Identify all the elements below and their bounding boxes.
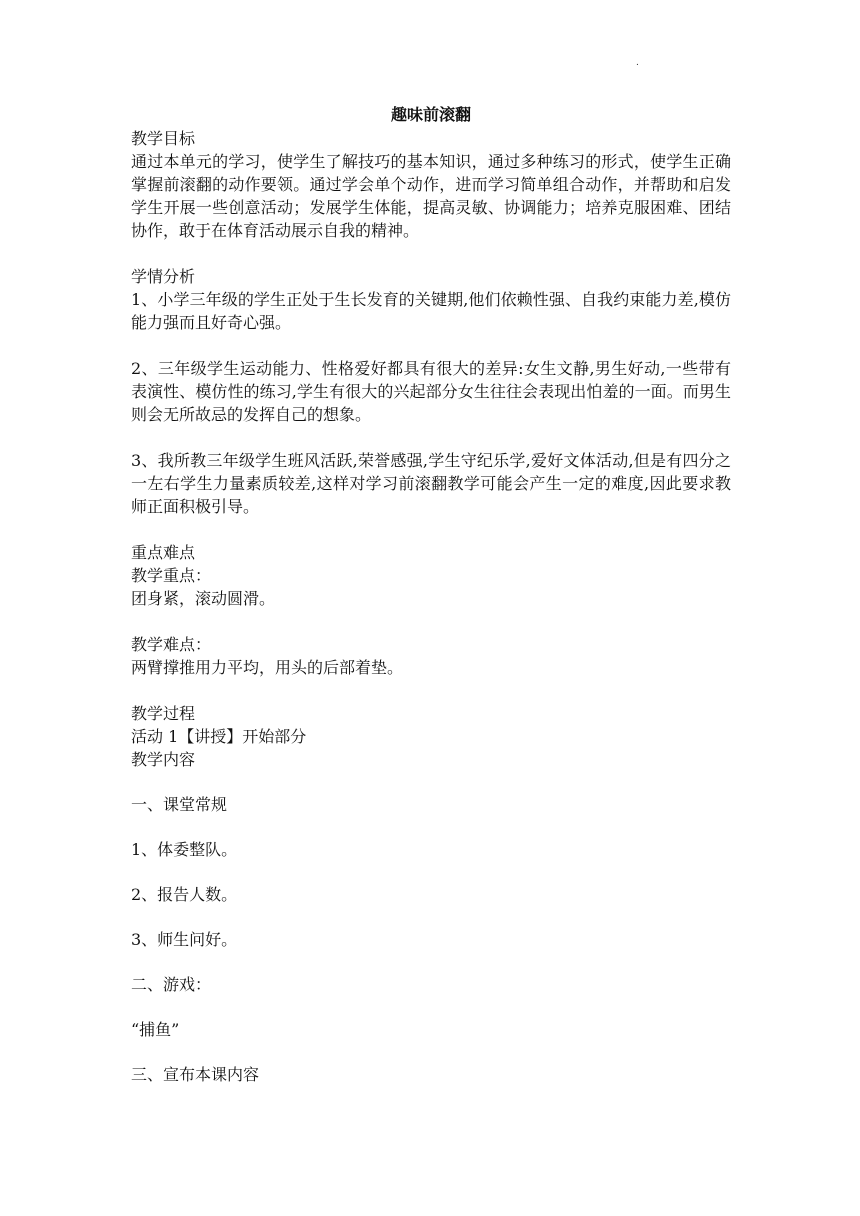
difficulty-text: 两臂撑推用力平均，用头的后部着垫。 [131,658,404,677]
goal-text: 通过本单元的学习，使学生了解技巧的基本知识，通过多种练习的形式，使学生正确掌握前滚翻的动作要领。通过学会单个动作，进而学习简单组合动作，并帮助和启发学生开展一些创意活动；发展学生体能，提高灵敏、协调能力；培养克服困难、团结协作，敢于在体育活动展示自我的精神。 [131,152,731,240]
section-3: 三、宣布本课内容 [131,1065,260,1084]
spacer [131,861,731,883]
section-2: 二、游戏： [131,975,212,994]
step-3: 3、师生问好。 [131,930,238,949]
section-1: 一、课堂常规 [131,795,228,814]
document-page [131,103,731,1086]
analysis-item-2: 2、三年级学生运动能力、性格爱好都具有很大的差异:女生文静,男生好动,一些带有表演性、模仿性的练习,学生有很大的兴起部分女生往往会表现出怕羞的一面。而男生则会无所故忌的发挥自己的想象。 [131,359,731,424]
spacer [131,1041,731,1063]
spacer [131,816,731,838]
key-point-text: 团身紧，滚动圆滑。 [131,589,276,608]
spacer [131,426,731,449]
process-heading: 教学过程 [131,704,196,723]
analysis-item-3: 3、我所教三年级学生班风活跃,荣誉感强,学生守纪乐学,爱好文体活动,但是有四分之一左右学生力量素质较差,这样对学习前滚翻教学可能会产生一定的难度,因此要求教师正面积极引导。 [131,451,731,516]
activity-1: 活动 1【讲授】开始部分 [131,727,307,746]
spacer [131,334,731,357]
step-2: 2、报告人数。 [131,885,238,904]
key-heading: 重点难点 [131,543,196,562]
spacer [131,242,731,265]
spacer [131,951,731,973]
content-label: 教学内容 [131,750,196,769]
spacer [131,996,731,1018]
goal-heading: 教学目标 [131,129,196,148]
document-title: 趣味前滚翻 [390,105,471,124]
difficulty-label: 教学难点： [131,635,212,654]
spacer [131,679,731,702]
header-dot: . [636,58,639,68]
step-1: 1、体委整队。 [131,840,238,859]
spacer [131,771,731,793]
game-name: “捕鱼” [131,1020,180,1039]
analysis-item-1: 1、小学三年级的学生正处于生长发育的关键期,他们依赖性强、自我约束能力差,模仿能力强而且好奇心强。 [131,290,731,332]
key-point-label: 教学重点： [131,566,212,585]
spacer [131,518,731,541]
spacer [131,906,731,928]
analysis-heading: 学情分析 [131,267,196,286]
spacer [131,610,731,633]
